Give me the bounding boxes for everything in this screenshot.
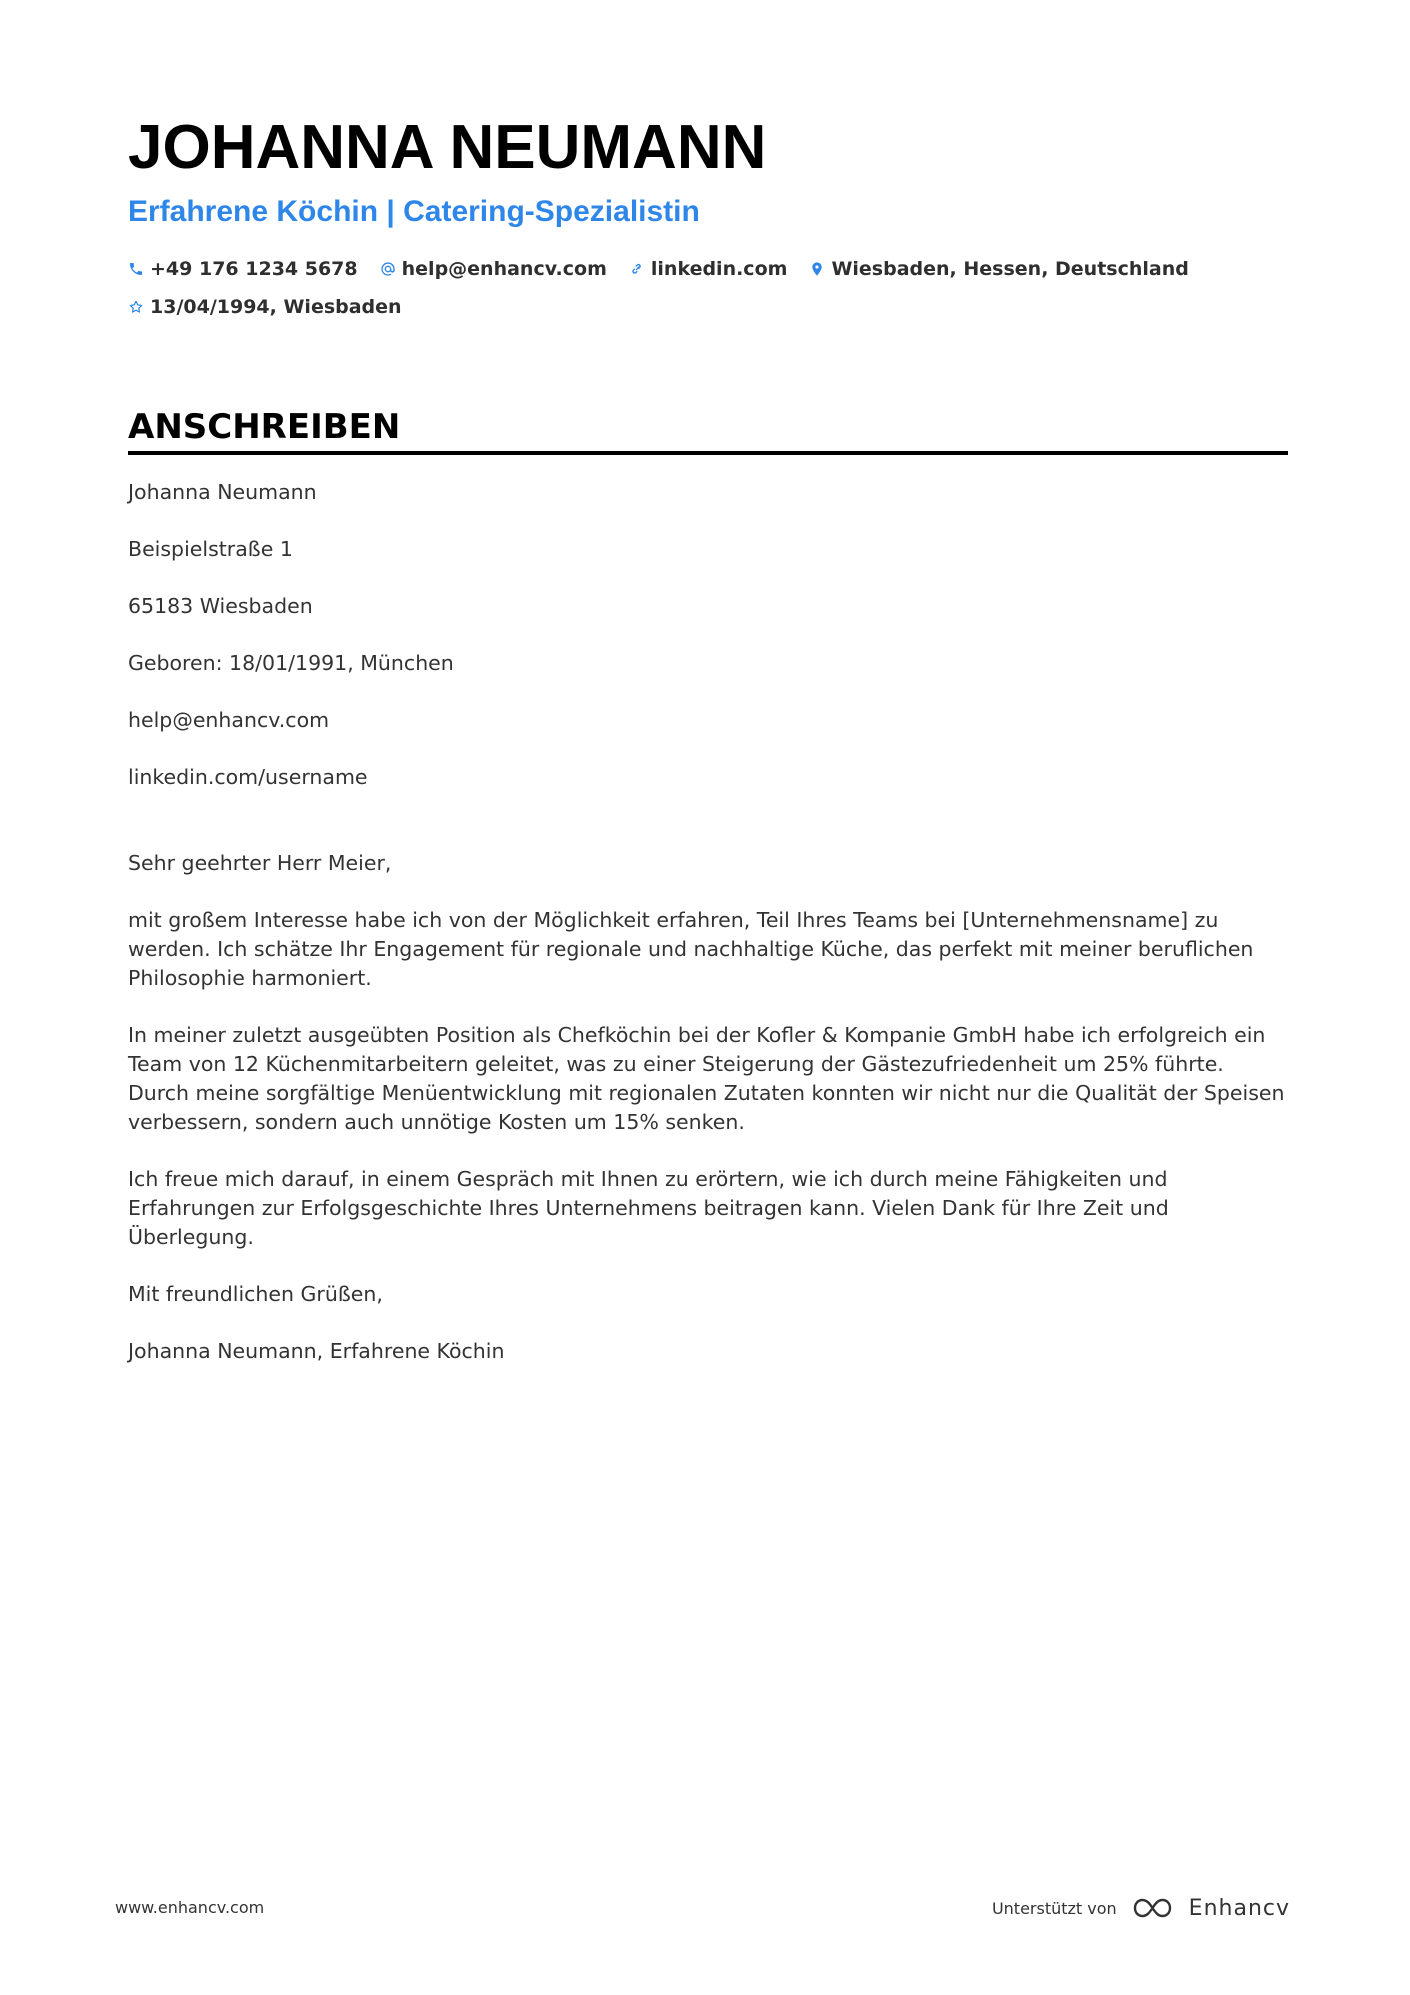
- at-icon: [380, 261, 396, 277]
- job-title: Erfahrene Köchin | Catering-Spezialistin: [128, 195, 700, 228]
- paragraph-experience: In meiner zuletzt ausgeübten Position als Chefköchin bei der Kofler & Kompanie GmbH habe ich erfolgreich ein Team von 12 Küchenmitarbeitern geleitet, was zu einer Steigerung der Gästezufriedenheit um 25% führte. Durch meine sorgfältige Menüentwicklung mit regionalen Zutaten konnten wir nicht nur die Qualität der Speisen verbessern, sondern auch unnötige Kosten um 15% senken.: [128, 1023, 1285, 1134]
- link-icon: [629, 261, 645, 277]
- letter-body: [128, 478, 1288, 1394]
- sender-birth: Geboren: 18/01/1991, München: [128, 651, 454, 675]
- enhancv-logo-icon: [1131, 1895, 1177, 1921]
- contact-location: [809, 258, 1188, 280]
- contact-row-2: [128, 288, 1288, 326]
- sender-linkedin: linkedin.com/username: [128, 765, 368, 789]
- location-text: Wiesbaden, Hessen, Deutschland: [831, 258, 1189, 280]
- star-icon: [128, 299, 144, 315]
- footer-url[interactable]: www.enhancv.com: [115, 1898, 265, 1917]
- powered-by-text: Unterstützt von: [991, 1898, 1117, 1918]
- sender-block: [128, 478, 1288, 792]
- contact-linkedin[interactable]: [629, 258, 788, 280]
- header: [128, 108, 1288, 326]
- contact-birth: [128, 296, 402, 318]
- contact-row-1: [128, 250, 1288, 288]
- section-divider: [128, 451, 1288, 455]
- sender-name: Johanna Neumann: [128, 480, 317, 504]
- birth-text: 13/04/1994, Wiesbaden: [150, 296, 402, 318]
- brand-name: Enhancv: [1188, 1895, 1290, 1921]
- contact-info: [128, 250, 1288, 326]
- phone-icon: [128, 261, 144, 277]
- section-heading: [128, 405, 1288, 455]
- footer: [115, 1888, 1290, 1928]
- paragraph-closing: Ich freue mich darauf, in einem Gespräch mit Ihnen zu erörtern, wie ich durch meine Fähigkeiten und Erfahrungen zur Erfolgsgeschichte Ihres Unternehmens beitragen kann. Vielen Dank für Ihre Zeit und Überlegung.: [128, 1167, 1169, 1249]
- email-text: help@enhancv.com: [401, 258, 607, 280]
- signature: Johanna Neumann, Erfahrene Köchin: [128, 1339, 505, 1363]
- footer-brand: [992, 1888, 1290, 1928]
- closing-formula: Mit freundlichen Grüßen,: [128, 1282, 383, 1306]
- sender-email: help@enhancv.com: [128, 708, 330, 732]
- applicant-name: JOHANNA NEUMANN: [128, 113, 767, 182]
- linkedin-text: linkedin.com: [650, 258, 788, 280]
- paragraph-intro: mit großem Interesse habe ich von der Möglichkeit erfahren, Teil Ihres Teams bei [Unternehmensname] zu werden. Ich schätze Ihr Engagement für regionale und nachhaltige Küche, das perfekt mit meiner beruflichen Philosophie harmoniert.: [128, 908, 1254, 990]
- location-pin-icon: [809, 261, 825, 277]
- section-title: ANSCHREIBEN: [128, 407, 401, 447]
- sender-street: Beispielstraße 1: [128, 537, 293, 561]
- phone-text: +49 176 1234 5678: [150, 258, 358, 280]
- salutation: Sehr geehrter Herr Meier,: [128, 851, 392, 875]
- sender-city: 65183 Wiesbaden: [128, 594, 313, 618]
- contact-phone: [128, 258, 358, 280]
- contact-email[interactable]: [380, 258, 607, 280]
